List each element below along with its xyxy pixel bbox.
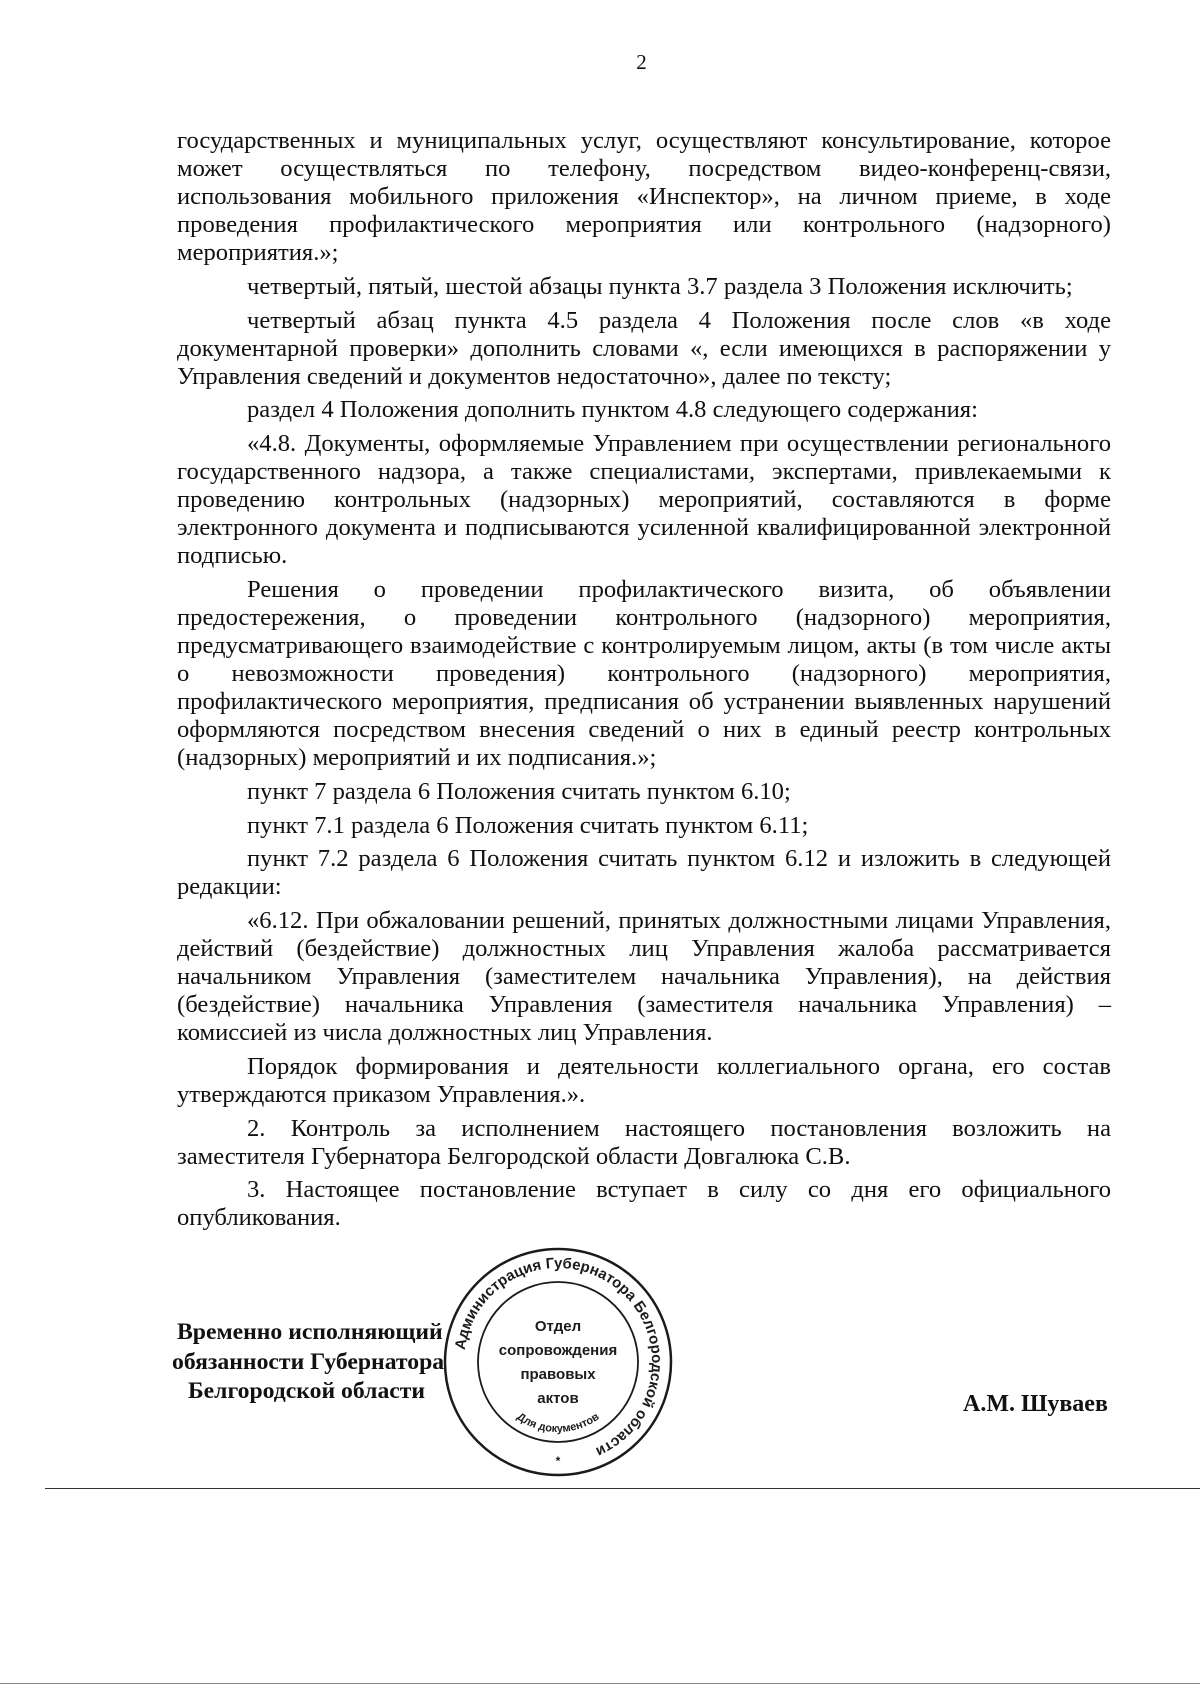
paragraph: «6.12. При обжаловании решений, принятых должностными лицами Управления, действий (бездействие) должностных лиц Управления жалоба рассматривается начальником Управления (заместителем начальника Управления), на действия (бездействие) начальника Управления (заместителя начальника Управления) – комиссией из числа должностных лиц Управления. <box>177 906 1111 1047</box>
paragraph: 3. Настоящее постановление вступает в силу со дня его официального опубликования. <box>177 1176 1111 1232</box>
paragraph: четвертый, пятый, шестой абзацы пункта 3.7 раздела 3 Положения исключить; <box>247 272 1073 300</box>
paragraph: пункт 7.2 раздела 6 Положения считать пунктом 6.12 и изложить в следующей редакции: <box>177 845 1111 901</box>
document-body <box>177 127 1111 1232</box>
signatory-title-line: обязанности Губернатора <box>172 1348 445 1375</box>
stamp-bottom-textpath: Для документов <box>514 1410 602 1436</box>
stamp-line: Отдел <box>534 1318 582 1335</box>
signatory-title-line: Белгородской области <box>188 1378 426 1404</box>
official-stamp <box>441 1245 675 1479</box>
stamp-inner-ring <box>478 1282 638 1442</box>
stamp-line: правовых <box>520 1366 596 1383</box>
stamp-line: актов <box>537 1390 579 1407</box>
signatory-title-line: Временно исполняющий <box>177 1319 443 1345</box>
page-number: 2 <box>636 50 647 74</box>
stamp-line: сопровождения <box>498 1342 618 1359</box>
paragraph: 2. Контроль за исполнением настоящего постановления возложить на заместителя Губернатора Белгородской области Довгалюка С.В. <box>177 1114 1111 1170</box>
stamp-ring-textpath: Администрация Губернатора Белгородской области <box>451 1254 666 1461</box>
paragraph: «4.8. Документы, оформляемые Управлением при осуществлении регионального государственного надзора, а также специалистами, экспертами, привлекаемыми к проведению контрольных (надзорных) мероприятий, составляются в форме электронного документа и подписываются усиленной квалифицированной электронной подписью. <box>177 429 1111 570</box>
divider-line <box>45 1488 1200 1489</box>
paragraph: пункт 7 раздела 6 Положения считать пунктом 6.10; <box>247 778 791 806</box>
paragraph: пункт 7.1 раздела 6 Положения считать пунктом 6.11; <box>247 811 809 839</box>
paragraph: раздел 4 Положения дополнить пунктом 4.8 следующего содержания: <box>247 396 978 424</box>
paragraph: Порядок формирования и деятельности коллегиального органа, его состав утверждаются приказом Управления.». <box>177 1052 1111 1108</box>
paragraph: Решения о проведении профилактического визита, об объявлении предостережения, о проведении контрольного (надзорного) мероприятия, предусматривающего взаимодействие с контролируемым лицом, акты (в том числе акты о невозможности проведения) контрольного (надзорного) мероприятия, профилактического мероприятия, предписания об устранении выявленных нарушений оформляются посредством внесения сведений о них в единый реестр контрольных (надзорных) мероприятий и их подписания.»; <box>177 575 1111 772</box>
divider-line <box>0 1683 1200 1684</box>
paragraph: государственных и муниципальных услуг, осуществляют консультирование, которое может осуществляться по телефону, посредством видео-конференц-связи, использования мобильного приложения «Инспектор», на личном приеме, в ходе проведения профилактического мероприятия или контрольного (надзорного) мероприятия.»; <box>177 127 1111 267</box>
stamp-star-icon: * <box>555 1454 561 1468</box>
stamp-bottom-text <box>515 1411 602 1435</box>
signer-name: А.М. Шуваев <box>963 1391 1108 1417</box>
paragraph: четвертый абзац пункта 4.5 раздела 4 Положения после слов «в ходе документарной проверки» дополнить словами «, если имеющихся в распоряжении у Управления сведений и документов недостаточно», далее по тексту; <box>177 306 1111 390</box>
